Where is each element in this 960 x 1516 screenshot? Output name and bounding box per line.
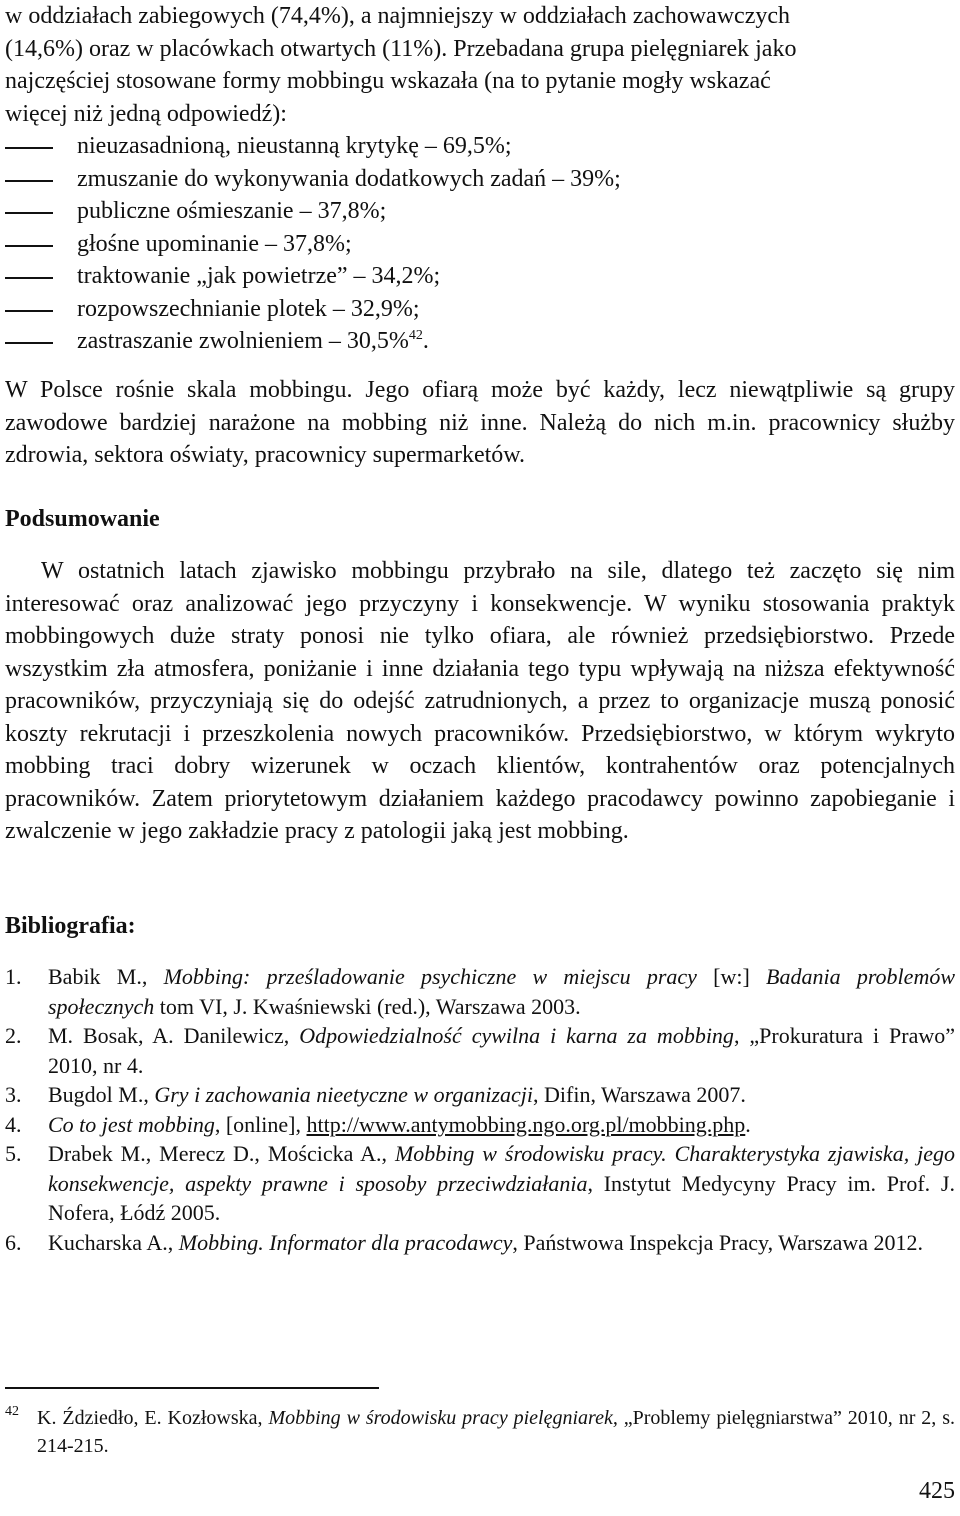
mobbing-forms-list [5, 130, 955, 358]
italic-title: Mobbing w środowisku pracy pielęgniarek, [268, 1407, 618, 1429]
intro-line: więcej niż jedną odpowiedź): [5, 100, 287, 127]
italic-title: Odpowiedzialność cywilna i karna za mobbing [299, 1023, 734, 1048]
intro-line: w oddziałach zabiegowych (74,4%), a najmniejszy w oddziałach zachowawczych [5, 3, 790, 29]
list-item [5, 130, 955, 163]
italic-title: Badania problemów społecznych [48, 964, 955, 1019]
bibliography-entry [5, 1139, 955, 1228]
list-end-punctuation: . [422, 328, 429, 354]
page-number: 425 [919, 1478, 955, 1504]
dash-bullet [5, 147, 53, 149]
intro-line: (14,6%) oraz w placówkach otwartych (11%). Przebadana grupa pielęgniarek jako [5, 35, 797, 62]
list-item-text: publiczne ośmieszanie – 37,8%; [77, 198, 387, 224]
dash-bullet [5, 245, 53, 247]
list-item [5, 325, 955, 358]
italic-title: Mobbing: prześladowanie psychiczne w miejscu pracy [163, 964, 697, 989]
italic-title: Gry i zachowania nieetyczne w organizacji [154, 1082, 533, 1107]
intro-line: najczęściej stosowane formy mobbingu wskazała (na to pytanie mogły wskazać [5, 68, 771, 94]
list-item-text: nieuzasadnioną, nieustanną krytykę – 69,5%; [77, 133, 512, 159]
entry-number: 6. [5, 1229, 22, 1255]
bibliography-heading: Bibliografia: [5, 913, 136, 939]
bibliography-entry [5, 1080, 955, 1110]
text-run: , „Prokuratura i Prawo” 2010, nr 4. [48, 1023, 955, 1078]
list-item [5, 163, 955, 196]
footnote [5, 1404, 955, 1460]
footnote-number: 42 [5, 1404, 19, 1419]
text-run: Babik M., [48, 964, 164, 989]
summary-text: W ostatnich latach zjawisko mobbingu przybrało na sile, dlatego też zaczęto się nim interesować oraz analizować jego przyczyny i konsekwencje. W wyniku stosowania praktyk mobbingowych duże straty ponosi nie tylko ofiara, ale również przedsiębiorstwo. Przede wszystkim zła atmosfera, poniżanie i inne działania tego typu wpływają na niższa efektywność pracowników, przyczyniają się do odejść zatrudnionych, a przez to organizacje muszą ponosić koszty rekrutacji i przeszkolenia nowych pracowników. Przedsiębiorstwo, w którym wykryto mobbing traci dobry wizerunek w oczach klientów, kontrahentów oraz potencjalnych pracowników. Zatem priorytetowym działaniem każdego pracodawcy powinno zapobieganie i zwalczenie w jego zakładzie pracy z patologii jaką jest mobbing. [5, 558, 955, 844]
intro-paragraph [5, 0, 955, 130]
text-run: [w:] [696, 964, 767, 989]
text-run: Drabek M., Merecz D., Mościcka A., [48, 1141, 395, 1166]
summary-paragraph [5, 555, 955, 848]
text-run: , Państwowa Inspekcja Pracy, Warszawa 2012. [512, 1229, 924, 1255]
footnote-reference: 42 [408, 328, 423, 343]
url-link[interactable]: http://www.antymobbing.ngo.org.pl/mobbing.php [306, 1111, 746, 1137]
entry-number: 5. [5, 1141, 22, 1166]
list-item-text: traktowanie „jak powietrze” – 34,2%; [77, 263, 441, 289]
text-run: M. Bosak, A. Danilewicz, [48, 1023, 300, 1048]
list-item [5, 260, 955, 293]
text-run: tom VI, J. Kwaśniewski (red.), Warszawa 2003. [154, 993, 581, 1019]
entry-number: 1. [5, 964, 22, 989]
footnote-separator [5, 1387, 379, 1389]
footnote-text [5, 1404, 955, 1460]
entry-number: 2. [5, 1023, 22, 1048]
bibliography-entry [5, 1021, 955, 1080]
text-run: K. Ździedło, E. Kozłowska, [37, 1407, 269, 1429]
list-item-text: głośne upominanie – 37,8%; [77, 230, 352, 257]
bibliography-entry [5, 1110, 955, 1140]
dash-bullet [5, 277, 53, 279]
text-run: , [online], [214, 1111, 307, 1137]
list-item [5, 293, 955, 326]
text-run: „Problemy pielęgniarstwa” 2010, nr 2, s. 214-215. [37, 1407, 955, 1457]
list-item-text: zmuszanie do wykonywania dodatkowych zadań – 39%; [77, 165, 621, 192]
italic-title: Mobbing w środowisku pracy. Charakterystyka zjawiska, jego konsekwencje, aspekty prawne i sposoby przeciwdziałania [48, 1141, 956, 1196]
italic-title: Co to jest mobbing [48, 1111, 215, 1137]
entry-number: 4. [5, 1111, 22, 1137]
dash-bullet [5, 342, 53, 344]
text-run: , Difin, Warszawa 2007. [533, 1082, 746, 1107]
list-item-text: zastraszanie zwolnieniem – 30,5% [77, 328, 409, 354]
text-run: Bugdol M., [48, 1082, 155, 1107]
text-run: . [745, 1111, 751, 1137]
dash-bullet [5, 180, 53, 182]
bibliography-entry [5, 962, 955, 1021]
text-run: , Instytut Medycyny Pracy im. Prof. J. Nofera, Łódź 2005. [48, 1170, 955, 1225]
entry-number: 3. [5, 1082, 22, 1107]
bibliography-entry [5, 1228, 955, 1258]
summary-heading: Podsumowanie [5, 506, 160, 532]
dash-bullet [5, 212, 53, 214]
after-list-paragraph: W Polsce rośnie skala mobbingu. Jego ofiarą może być każdy, lecz niewątpliwie są grupy zawodowe bardziej narażone na mobbing niż inne. Należą do nich m.in. pracownicy służby zdrowia, sektora oświaty, pracownicy supermarketów. [5, 377, 955, 468]
list-item [5, 228, 955, 261]
text-run: Kucharska A., [48, 1229, 179, 1255]
list-item-text: rozpowszechnianie plotek – 32,9%; [77, 295, 420, 322]
list-item [5, 195, 955, 228]
bibliography-list [5, 962, 955, 1257]
dash-bullet [5, 310, 53, 312]
italic-title: Mobbing. Informator dla pracodawcy [178, 1229, 513, 1255]
